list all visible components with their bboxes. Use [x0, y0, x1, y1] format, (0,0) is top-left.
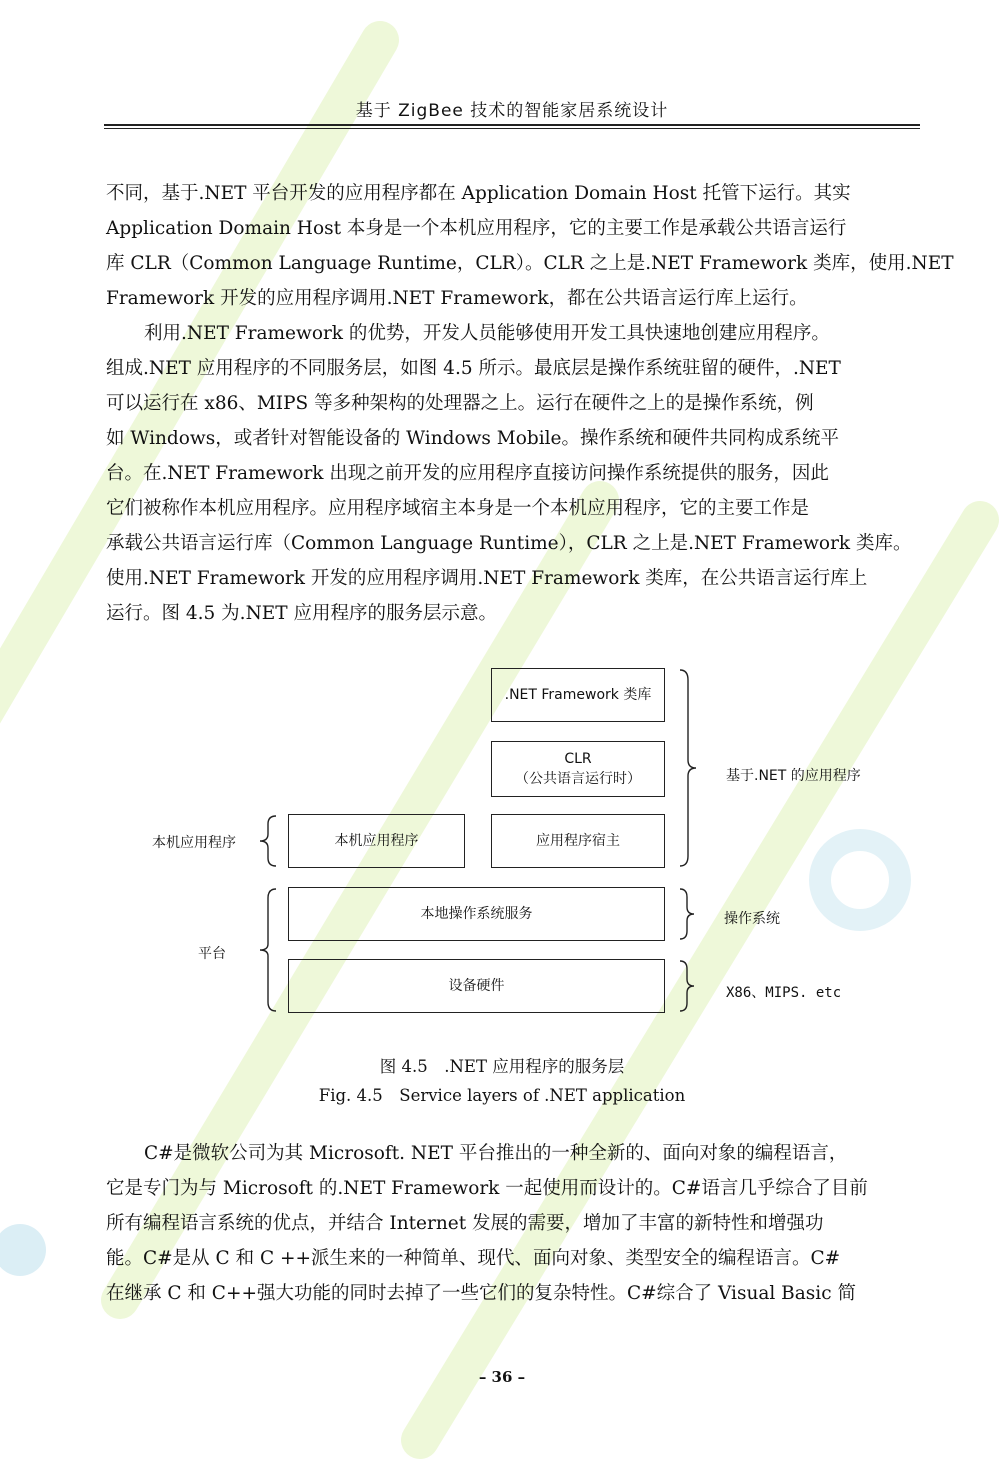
- text-line: 组成.NET 应用程序的不同服务层，如图 4.5 所示。最底层是操作系统驻留的硬件，.NET: [106, 358, 841, 379]
- box-clr-sublabel: （公共语言运行时）: [515, 771, 641, 787]
- figure-caption-en: Fig. 4.5 Service layers of .NET application: [318, 1086, 686, 1105]
- box-hardware-label: 设备硬件: [448, 978, 505, 994]
- label-os: 操作系统: [724, 911, 780, 927]
- header-rule: [104, 124, 920, 126]
- header-rule-thin: [104, 128, 920, 129]
- brace-net-app: [680, 670, 696, 866]
- box-net-framework: [491, 668, 665, 722]
- paragraph-3: [106, 1136, 916, 1311]
- text-line: 库 CLR（Common Language Runtime，CLR）。CLR 之上是.NET Framework 类库，使用.NET: [106, 253, 954, 274]
- text-line: 它是专门为与 Microsoft 的.NET Framework 一起使用而设计的。C#语言几乎综合了目前: [106, 1178, 868, 1199]
- text-line: Framework 开发的应用程序调用.NET Framework，都在公共语言运行库上运行。: [106, 288, 808, 309]
- box-os-services-label: 本地操作系统服务: [420, 906, 533, 922]
- text-line: 承载公共语言运行库（Common Language Runtime），CLR 之上是.NET Framework 类库。: [106, 533, 912, 554]
- box-app-host: [491, 814, 665, 868]
- label-native-app-group: 本机应用程序: [152, 835, 236, 851]
- box-clr-label: CLR: [564, 751, 592, 767]
- box-hardware: [288, 959, 665, 1013]
- brace-hardware: [680, 961, 694, 1011]
- label-net-app: 基于.NET 的应用程序: [726, 768, 861, 784]
- box-clr: [491, 741, 665, 797]
- text-line: 它们被称作本机应用程序。应用程序域宿主本身是一个本机应用程序，它的主要工作是: [106, 498, 810, 519]
- text-line: Application Domain Host 本身是一个本机应用程序，它的主要工作是承载公共语言运行: [106, 218, 847, 239]
- box-os-services: [288, 887, 665, 941]
- text-line: 可以运行在 x86、MIPS 等多种架构的处理器之上。运行在硬件之上的是操作系统，例: [106, 393, 814, 414]
- brace-os: [680, 889, 694, 939]
- paragraph-2: [106, 316, 916, 631]
- box-net-framework-label: .NET Framework 类库: [504, 687, 652, 703]
- text-line: 使用.NET Framework 开发的应用程序调用.NET Framework 类库，在公共语言运行库上: [106, 568, 868, 589]
- running-title: 基于 ZigBee 技术的智能家居系统设计: [355, 101, 669, 121]
- text-line: 台。在.NET Framework 出现之前开发的应用程序直接访问操作系统提供的服务，因此: [106, 463, 829, 484]
- box-native-app: [288, 814, 465, 868]
- text-line: 在继承 C 和 C++强大功能的同时去掉了一些它们的复杂特性。C#综合了 Visual Basic 简: [106, 1283, 856, 1304]
- figure-caption-cn: 图 4.5 .NET 应用程序的服务层: [379, 1057, 625, 1076]
- label-hardware-arch: X86、MIPS. etc: [726, 985, 842, 1001]
- page-number: – 36 –: [478, 1368, 526, 1386]
- text-line: 所有编程语言系统的优点，并结合 Internet 发展的需要，增加了丰富的新特性和增强功: [106, 1213, 824, 1234]
- box-native-app-label: 本机应用程序: [334, 833, 419, 849]
- paragraph-1: [106, 176, 954, 316]
- text-line: 不同，基于.NET 平台开发的应用程序都在 Application Domain Host 托管下运行。其实: [106, 183, 851, 204]
- label-platform: 平台: [198, 946, 226, 962]
- brace-native-app: [260, 816, 276, 866]
- box-app-host-label: 应用程序宿主: [536, 833, 620, 849]
- brace-platform: [260, 889, 276, 1011]
- text-line: 如 Windows，或者针对智能设备的 Windows Mobile。操作系统和硬件共同构成系统平: [106, 428, 840, 449]
- text-line: 利用.NET Framework 的优势，开发人员能够使用开发工具快速地创建应用程序。: [144, 323, 830, 344]
- text-line: 运行。图 4.5 为.NET 应用程序的服务层示意。: [106, 603, 497, 624]
- text-line: 能。C#是从 C 和 C ++派生来的一种简单、现代、面向对象、类型安全的编程语言。C#: [106, 1248, 841, 1269]
- text-line: C#是微软公司为其 Microsoft. NET 平台推出的一种全新的、面向对象的编程语言，: [144, 1143, 848, 1164]
